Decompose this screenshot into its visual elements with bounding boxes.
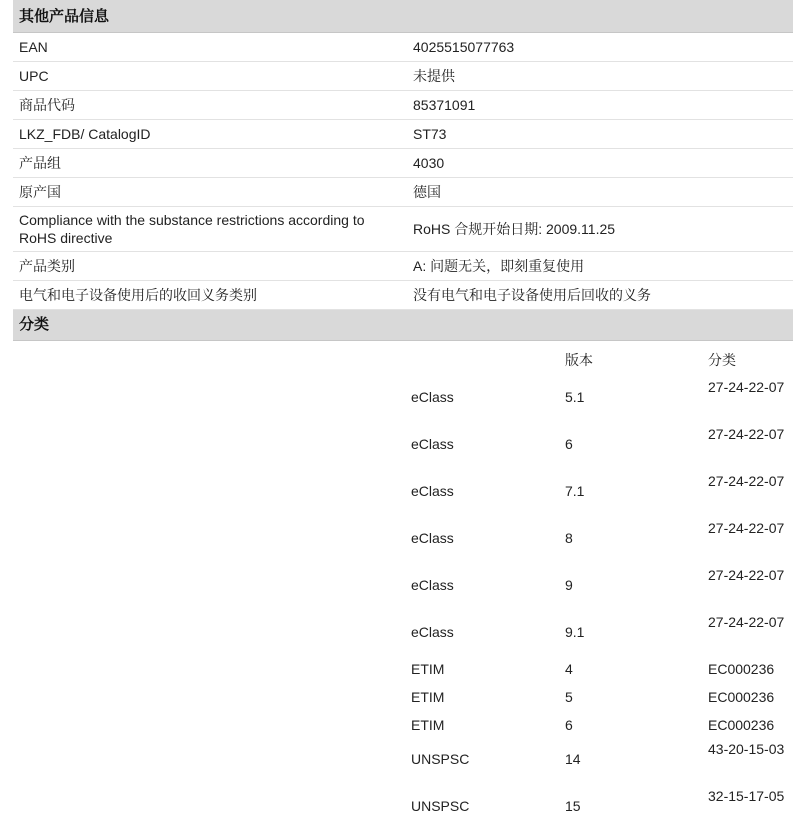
- classification-code: 27-24-22-07: [708, 473, 785, 489]
- classification-system: eClass: [411, 577, 454, 593]
- classification-code: 27-24-22-07: [708, 379, 785, 395]
- classification-system: UNSPSC: [411, 751, 470, 767]
- classification-code: EC000236: [708, 661, 775, 677]
- classification-version: 15: [565, 798, 581, 814]
- info-value: 德国: [407, 178, 793, 207]
- classification-class-header: 分类: [708, 352, 736, 368]
- classification-system: UNSPSC: [411, 798, 470, 814]
- classification-version: 4: [565, 661, 573, 677]
- classification-system: eClass: [411, 624, 454, 640]
- info-value: 未提供: [407, 62, 793, 91]
- info-row-rohs: [13, 207, 793, 252]
- classification-system: ETIM: [411, 717, 445, 733]
- classification-version: 7.1: [565, 483, 585, 499]
- info-key: UPC: [13, 62, 407, 91]
- info-row-ean: [13, 33, 793, 62]
- info-row-country-of-origin: [13, 178, 793, 207]
- info-key: EAN: [13, 33, 407, 62]
- info-key: LKZ_FDB/ CatalogID: [13, 120, 407, 149]
- other-info-header: 其他产品信息: [13, 0, 793, 33]
- classification-version: 6: [565, 436, 573, 452]
- info-key: 原产国: [13, 178, 407, 207]
- classification-code: 27-24-22-07: [708, 614, 785, 630]
- classification-code: 32-15-17-05: [708, 788, 785, 804]
- info-value: RoHS 合规开始日期: 2009.11.25: [407, 207, 793, 252]
- info-key: Compliance with the substance restrictions according to RoHS directive: [13, 207, 407, 252]
- classification-version: 5.1: [565, 389, 585, 405]
- classification-table: [13, 341, 793, 831]
- other-info-table: [13, 33, 793, 310]
- classification-code: 43-20-15-03: [708, 741, 785, 757]
- info-row-weee: [13, 281, 793, 310]
- info-row-product-code: [13, 91, 793, 120]
- info-value: ST73: [407, 120, 793, 149]
- classification-code: 27-24-22-07: [708, 426, 785, 442]
- classification-system: eClass: [411, 389, 454, 405]
- classification-header: 分类: [13, 310, 793, 341]
- product-info-panel: [13, 0, 793, 831]
- info-key: 产品类别: [13, 252, 407, 281]
- classification-code: 27-24-22-07: [708, 520, 785, 536]
- classification-code: EC000236: [708, 717, 775, 733]
- classification-version: 9.1: [565, 624, 585, 640]
- info-row-upc: [13, 62, 793, 91]
- classification-system: ETIM: [411, 661, 445, 677]
- classification-version-header: 版本: [565, 352, 593, 368]
- classification-version: 8: [565, 530, 573, 546]
- classification-version: 14: [565, 751, 581, 767]
- info-key: 电气和电子设备使用后的收回义务类别: [13, 281, 407, 310]
- classification-code: EC000236: [708, 689, 775, 705]
- classification-version: 5: [565, 689, 573, 705]
- info-value: 4030: [407, 149, 793, 178]
- info-key: 商品代码: [13, 91, 407, 120]
- classification-system: eClass: [411, 530, 454, 546]
- info-value: 没有电气和电子设备使用后回收的义务: [407, 281, 793, 310]
- info-row-product-category: [13, 252, 793, 281]
- info-value: 85371091: [407, 91, 793, 120]
- classification-system: eClass: [411, 436, 454, 452]
- classification-version: 9: [565, 577, 573, 593]
- classification-system: eClass: [411, 483, 454, 499]
- info-value: 4025515077763: [407, 33, 793, 62]
- info-key: 产品组: [13, 149, 407, 178]
- classification-system: ETIM: [411, 689, 445, 705]
- classification-version: 6: [565, 717, 573, 733]
- classification-code: 27-24-22-07: [708, 567, 785, 583]
- info-value: A: 问题无关，即刻重复使用: [407, 252, 793, 281]
- info-row-product-group: [13, 149, 793, 178]
- info-row-catalog-id: [13, 120, 793, 149]
